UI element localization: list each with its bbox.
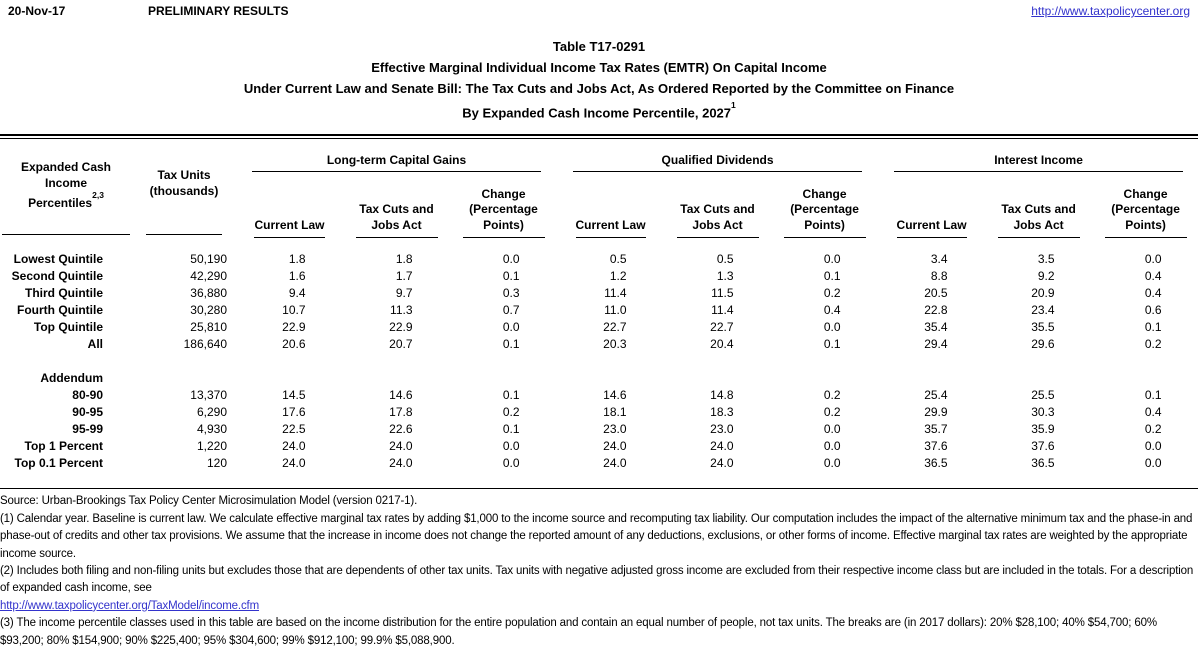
rate-value: 0.0 bbox=[823, 252, 841, 267]
taxpolicycenter-link[interactable]: http://www.taxpolicycenter.org bbox=[1031, 4, 1190, 18]
col-header-current-law: Current Law bbox=[236, 172, 343, 251]
rate-value: 0.2 bbox=[823, 388, 841, 403]
footnote-2-link-line bbox=[0, 598, 1198, 615]
spacer-row bbox=[0, 472, 1198, 488]
rate-value: 14.6 bbox=[389, 388, 413, 403]
rate-value: 1.6 bbox=[288, 269, 306, 284]
rate-value: 14.6 bbox=[603, 388, 627, 403]
emtr-table bbox=[0, 139, 1198, 488]
footnote-3: (3) The income percentile classes used in this table are based on the income distribution for the entire population and contain an equal number of people, not tax units. The breaks are (in 2017 dollars): 20% $28,100; 40% $54,700; 60% $93,200; 80% $154,900; 90% $225,400; 95% $304,600; 99% $912,100; 99.9% $5,088,900. bbox=[0, 617, 1157, 647]
row-label: Lowest Quintile bbox=[13, 252, 103, 267]
rate-value: 23.0 bbox=[710, 422, 734, 437]
row-label: Addendum bbox=[40, 371, 103, 386]
row-label: Top 0.1 Percent bbox=[14, 456, 103, 471]
rate-value: 25.5 bbox=[1031, 388, 1055, 403]
col-header-change: Change (Percentage Points) bbox=[1092, 172, 1198, 251]
rate-value: 20.4 bbox=[710, 337, 734, 352]
rate-value: 0.0 bbox=[502, 456, 520, 471]
table-row bbox=[0, 421, 1198, 438]
table-body bbox=[0, 251, 1198, 488]
row-label: All bbox=[87, 337, 103, 352]
rate-value: 0.0 bbox=[1144, 456, 1162, 471]
rate-value: 17.6 bbox=[282, 405, 306, 420]
rate-value: 9.2 bbox=[1037, 269, 1055, 284]
tax-units-value: 1,220 bbox=[196, 439, 227, 454]
rate-value bbox=[236, 353, 343, 370]
rate-value: 11.4 bbox=[604, 286, 627, 301]
rate-value: 17.8 bbox=[389, 405, 413, 420]
rate-value bbox=[236, 370, 343, 387]
rate-value: 24.0 bbox=[389, 439, 413, 454]
footnotes bbox=[0, 493, 1198, 650]
row-label: 95-99 bbox=[72, 422, 103, 437]
rate-value: 0.1 bbox=[1144, 320, 1162, 335]
rate-value bbox=[557, 353, 664, 370]
spacer-row bbox=[0, 353, 1198, 370]
rate-value: 0.7 bbox=[502, 303, 520, 318]
rate-value: 20.3 bbox=[603, 337, 627, 352]
title-line-4: By Expanded Cash Income Percentile, 2027$^1$ bbox=[462, 100, 736, 121]
title-line-2: Effective Marginal Individual Income Tax Rates (EMTR) On Capital Income bbox=[371, 60, 827, 75]
col-header-current-law: Current Law bbox=[557, 172, 664, 251]
table-row bbox=[0, 285, 1198, 302]
rate-value: 0.0 bbox=[1144, 252, 1162, 267]
rate-value: 0.5 bbox=[609, 252, 627, 267]
rate-value: 3.4 bbox=[930, 252, 948, 267]
rate-value: 24.0 bbox=[710, 456, 734, 471]
footnote-ref-1: 1 bbox=[731, 100, 736, 110]
rate-value: 11.0 bbox=[604, 303, 627, 318]
rate-value: 37.6 bbox=[924, 439, 948, 454]
rate-value: 0.4 bbox=[823, 303, 841, 318]
tax-units-column-header: Tax Units (thousands) bbox=[132, 139, 236, 251]
tax-units-value bbox=[132, 370, 236, 387]
preliminary-results-label: PRELIMINARY RESULTS bbox=[148, 4, 289, 18]
rate-value: 36.5 bbox=[924, 456, 948, 471]
tax-units-value: 36,880 bbox=[190, 286, 227, 301]
rate-value: 0.1 bbox=[502, 337, 520, 352]
group-header-ltcg: Long-term Capital Gains bbox=[236, 139, 557, 172]
tax-units-value: 4,930 bbox=[196, 422, 227, 437]
rate-value: 20.9 bbox=[1031, 286, 1055, 301]
table-row bbox=[0, 455, 1198, 472]
rate-value: 20.6 bbox=[282, 337, 306, 352]
rate-value: 22.9 bbox=[389, 320, 413, 335]
rate-value: 24.0 bbox=[603, 456, 627, 471]
rate-value: 0.5 bbox=[716, 252, 734, 267]
row-label: Top 1 Percent bbox=[24, 439, 103, 454]
rate-value: 0.2 bbox=[1144, 422, 1162, 437]
rate-value: 23.4 bbox=[1031, 303, 1055, 318]
rate-value: 20.7 bbox=[389, 337, 413, 352]
tax-units-value: 30,280 bbox=[190, 303, 227, 318]
row-label: 80-90 bbox=[72, 388, 103, 403]
rate-value: 1.3 bbox=[716, 269, 734, 284]
table-number-title: Table T17-0291 bbox=[552, 39, 646, 54]
table-row bbox=[0, 438, 1198, 455]
rate-value: 0.2 bbox=[502, 405, 520, 420]
rate-value: 0.0 bbox=[823, 320, 841, 335]
tax-units-value: 186,640 bbox=[183, 337, 227, 352]
rate-value bbox=[771, 370, 878, 387]
col-header-tcja: Tax Cuts and Jobs Act bbox=[664, 172, 771, 251]
stub-column-header: Expanded Cash Income Percentiles$^{2,3}$ bbox=[0, 139, 132, 251]
footnote-1: (1) Calendar year. Baseline is current law. We calculate effective marginal tax rates by adding $1,000 to the income source and recomputing tax liability. Our computation includes the impact of the alternative minimum tax and the phase-in and phase-out of credits and other tax provisions. We assume that the increase in income does not change the reported amount of any deductions, exclusions, or other forms of income. Effective marginal tax rates are weighted by the appropriate income source. bbox=[0, 512, 1193, 560]
rate-value: 29.6 bbox=[1031, 337, 1055, 352]
rate-value: 1.2 bbox=[609, 269, 627, 284]
rate-value: 29.9 bbox=[924, 405, 948, 420]
title-line-3: Under Current Law and Senate Bill: The Tax Cuts and Jobs Act, As Ordered Reported by the Committee on Finance bbox=[243, 81, 955, 96]
row-label: Second Quintile bbox=[11, 269, 103, 284]
table-row bbox=[0, 251, 1198, 268]
rate-value: 22.6 bbox=[389, 422, 413, 437]
rate-value: 0.0 bbox=[1144, 439, 1162, 454]
tax-units-value: 50,190 bbox=[190, 252, 227, 267]
tax-units-value: 25,810 bbox=[190, 320, 227, 335]
rate-value bbox=[343, 353, 450, 370]
rate-value: 29.4 bbox=[924, 337, 948, 352]
source-note: Source: Urban-Brookings Tax Policy Center Microsimulation Model (version 0217-1). bbox=[0, 495, 418, 508]
rate-value: 22.7 bbox=[603, 320, 627, 335]
rate-value: 35.9 bbox=[1031, 422, 1055, 437]
tax-units-value bbox=[132, 353, 236, 370]
col-header-change: Change (Percentage Points) bbox=[771, 172, 878, 251]
tax-units-value: 42,290 bbox=[190, 269, 227, 284]
group-header-interest-income: Interest Income bbox=[878, 139, 1198, 172]
rate-value: 0.1 bbox=[502, 422, 520, 437]
row-label: 90-95 bbox=[72, 405, 103, 420]
rate-value: 24.0 bbox=[282, 456, 306, 471]
rate-value bbox=[985, 353, 1092, 370]
rate-value: 10.7 bbox=[282, 303, 306, 318]
tax-units-value: 13,370 bbox=[190, 388, 227, 403]
rate-value: 18.1 bbox=[603, 405, 627, 420]
rate-value bbox=[557, 370, 664, 387]
table-row bbox=[0, 336, 1198, 353]
rate-value: 11.3 bbox=[390, 303, 413, 318]
rate-value: 0.0 bbox=[502, 439, 520, 454]
rate-value: 9.4 bbox=[288, 286, 306, 301]
table-row bbox=[0, 302, 1198, 319]
rate-value: 0.1 bbox=[502, 269, 520, 284]
rate-value: 0.0 bbox=[502, 252, 520, 267]
group-header-row bbox=[0, 139, 1198, 172]
rate-value: 9.7 bbox=[395, 286, 413, 301]
rate-value: 8.8 bbox=[930, 269, 948, 284]
date-label: 20-Nov-17 bbox=[8, 4, 66, 18]
table-row bbox=[0, 319, 1198, 336]
rate-value: 0.2 bbox=[1144, 337, 1162, 352]
rate-value: 24.0 bbox=[389, 456, 413, 471]
rate-value: 35.5 bbox=[1031, 320, 1055, 335]
rate-value: 24.0 bbox=[710, 439, 734, 454]
rate-value: 37.6 bbox=[1031, 439, 1055, 454]
rate-value: 0.1 bbox=[823, 337, 841, 352]
rate-value: 11.5 bbox=[711, 286, 734, 301]
rate-value: 1.7 bbox=[395, 269, 413, 284]
rate-value: 11.4 bbox=[711, 303, 734, 318]
rate-value bbox=[450, 353, 557, 370]
tax-units-value: 120 bbox=[206, 456, 227, 471]
rate-value: 22.7 bbox=[710, 320, 734, 335]
rate-value: 0.4 bbox=[1144, 269, 1162, 284]
rate-value: 1.8 bbox=[395, 252, 413, 267]
row-label: Third Quintile bbox=[25, 286, 103, 301]
top-bar bbox=[0, 0, 1198, 22]
rate-value: 0.0 bbox=[823, 439, 841, 454]
rate-value: 22.8 bbox=[924, 303, 948, 318]
col-header-tcja: Tax Cuts and Jobs Act bbox=[343, 172, 450, 251]
rate-value: 23.0 bbox=[603, 422, 627, 437]
table-bottom-rule bbox=[0, 488, 1198, 489]
rate-value bbox=[343, 370, 450, 387]
group-header-qualified-dividends: Qualified Dividends bbox=[557, 139, 878, 172]
row-label bbox=[0, 353, 132, 370]
rate-value: 0.1 bbox=[823, 269, 841, 284]
footnote-ref-2-3: 2,3 bbox=[92, 190, 104, 201]
col-header-change: Change (Percentage Points) bbox=[450, 172, 557, 251]
table-row bbox=[0, 387, 1198, 404]
rate-value: 14.8 bbox=[710, 388, 734, 403]
col-header-tcja: Tax Cuts and Jobs Act bbox=[985, 172, 1092, 251]
rate-value: 35.7 bbox=[924, 422, 948, 437]
income-definition-link[interactable]: http://www.taxpolicycenter.org/TaxModel/income.cfm bbox=[0, 599, 260, 612]
rate-value: 14.5 bbox=[282, 388, 306, 403]
section-label-row bbox=[0, 370, 1198, 387]
rate-value: 0.1 bbox=[502, 388, 520, 403]
col-header-current-law: Current Law bbox=[878, 172, 985, 251]
rate-value: 22.9 bbox=[282, 320, 306, 335]
rate-value bbox=[878, 353, 985, 370]
rate-value bbox=[985, 370, 1092, 387]
rate-value: 20.5 bbox=[924, 286, 948, 301]
rate-value: 22.5 bbox=[282, 422, 306, 437]
rate-value: 0.0 bbox=[502, 320, 520, 335]
row-label: Top Quintile bbox=[33, 320, 103, 335]
rate-value: 0.4 bbox=[1144, 405, 1162, 420]
rate-value: 24.0 bbox=[603, 439, 627, 454]
footnote-2: (2) Includes both filing and non-filing units but excludes those that are dependents of other tax units. Tax units with negative adjusted gross income are excluded from their respective income class but are included in the totals. For a description of expanded cash income, see bbox=[0, 564, 1194, 595]
rate-value: 3.5 bbox=[1037, 252, 1055, 267]
rate-value bbox=[664, 370, 771, 387]
rate-value: 0.1 bbox=[1144, 388, 1162, 403]
rate-value bbox=[771, 353, 878, 370]
rate-value bbox=[1092, 370, 1198, 387]
rate-value: 25.4 bbox=[924, 388, 948, 403]
row-label: Fourth Quintile bbox=[17, 303, 103, 318]
rate-value: 0.0 bbox=[823, 422, 841, 437]
title-block bbox=[0, 36, 1198, 123]
tax-units-value: 6,290 bbox=[196, 405, 227, 420]
rate-value: 18.3 bbox=[710, 405, 734, 420]
rate-value: 0.2 bbox=[823, 286, 841, 301]
rate-value: 30.3 bbox=[1031, 405, 1055, 420]
rate-value: 1.8 bbox=[288, 252, 306, 267]
rate-value bbox=[878, 370, 985, 387]
table-row bbox=[0, 404, 1198, 421]
rate-value: 0.0 bbox=[823, 456, 841, 471]
rate-value: 0.4 bbox=[1144, 286, 1162, 301]
rate-value: 0.6 bbox=[1144, 303, 1162, 318]
rate-value: 35.4 bbox=[924, 320, 948, 335]
rate-value: 0.2 bbox=[823, 405, 841, 420]
rate-value bbox=[450, 370, 557, 387]
rate-value: 24.0 bbox=[282, 439, 306, 454]
rate-value: 0.3 bbox=[502, 286, 520, 301]
rate-value bbox=[664, 353, 771, 370]
table-row bbox=[0, 268, 1198, 285]
rate-value: 36.5 bbox=[1031, 456, 1055, 471]
rate-value bbox=[1092, 353, 1198, 370]
